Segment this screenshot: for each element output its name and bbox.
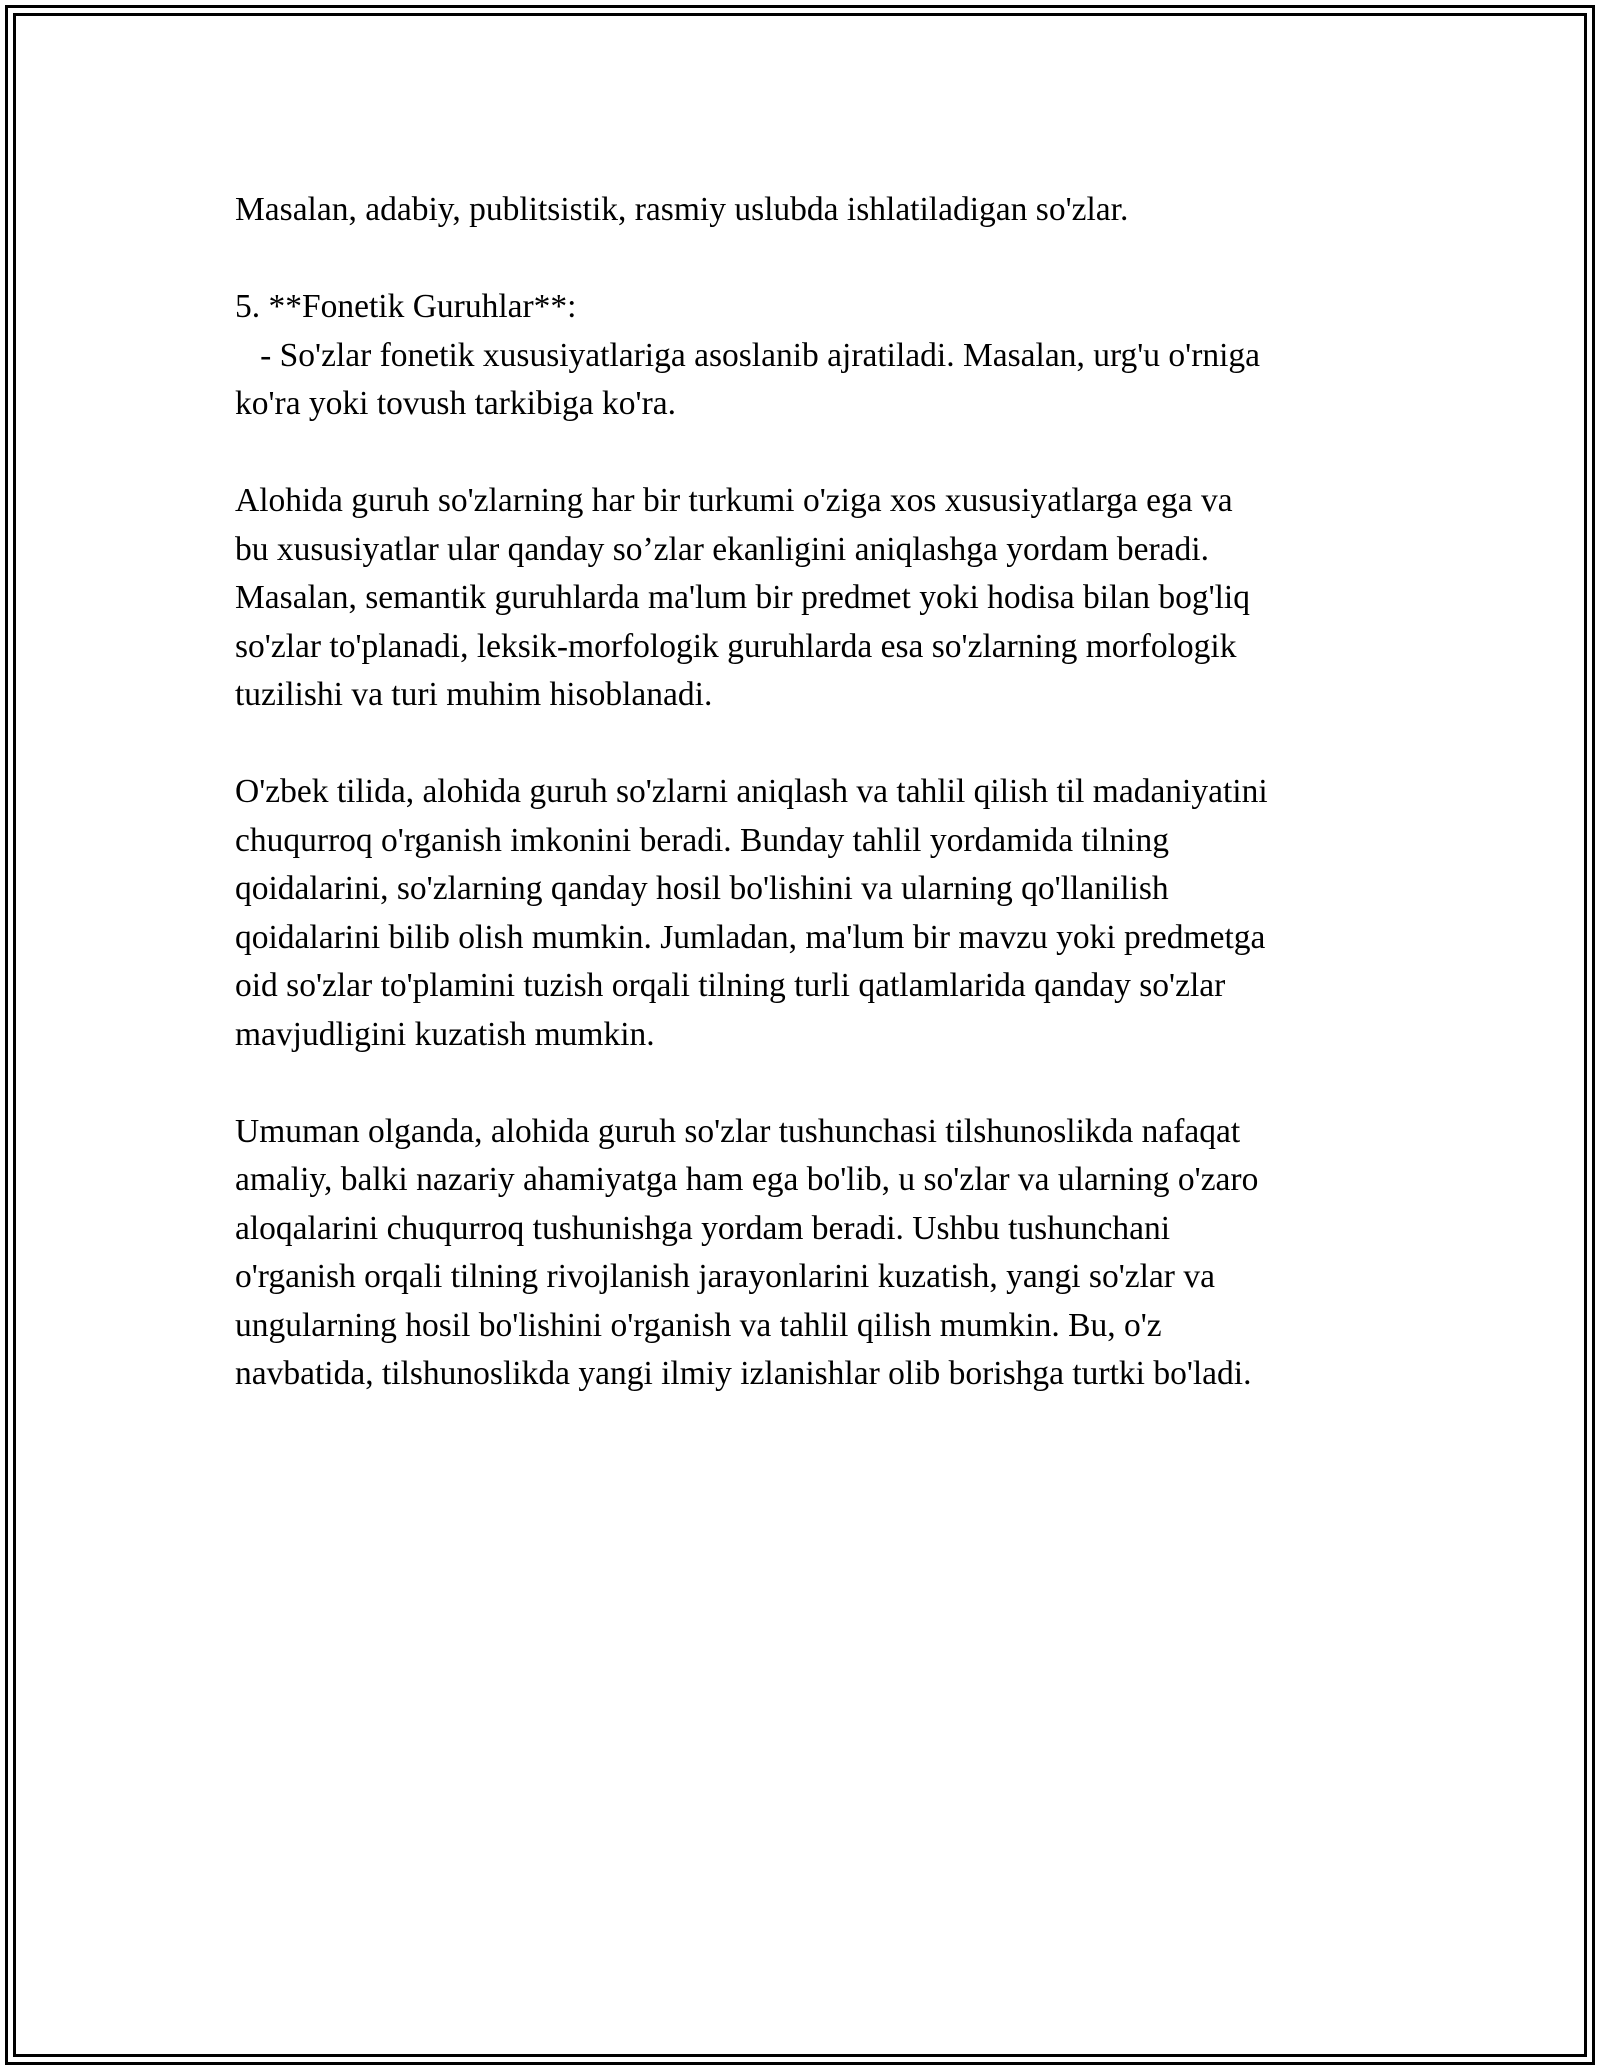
paragraph-example-styles (235, 186, 1380, 235)
paragraph-alohida-guruh (235, 477, 1380, 720)
text-line: bu xususiyatlar ular qanday so’zlar ekanligini aniqlashga yordam beradi. (235, 530, 1209, 568)
text-line: tuzilishi va turi muhim hisoblanadi. (235, 676, 713, 713)
list-heading: 5. **Fonetik Guruhlar**: (235, 288, 577, 325)
text-line: Umuman olganda, alohida guruh so'zlar tushunchasi tilshunoslikda nafaqat (235, 1112, 1241, 1150)
text-line: chuqurroq o'rganish imkonini beradi. Bunday tahlil yordamida tilning (235, 821, 1169, 859)
text-line: - So'zlar fonetik xususiyatlariga asoslanib ajratiladi. Masalan, urg'u o'rniga (235, 336, 1261, 374)
text-line: navbatida, tilshunoslikda yangi ilmiy izlanishlar olib borishga turtki bo'ladi. (235, 1355, 1252, 1392)
text-line: o'rganish orqali tilning rivojlanish jarayonlarini kuzatish, yangi so'zlar va (235, 1258, 1215, 1295)
text-line: so'zlar to'planadi, leksik-morfologik guruhlarda esa so'zlarning morfologik (235, 627, 1237, 665)
paragraph-ozbek-tilida (235, 768, 1380, 1059)
paragraph-umuman-olganda (235, 1108, 1380, 1399)
text-line: ungularning hosil bo'lishini o'rganish va tahlil qilish mumkin. Bu, o'z (235, 1306, 1162, 1344)
text-line: amaliy, balki nazariy ahamiyatga ham ega bo'lib, u so'zlar va ularning o'zaro (235, 1161, 1259, 1198)
text-line: Masalan, adabiy, publitsistik, rasmiy uslubda ishlatiladigan so'zlar. (235, 191, 1129, 228)
document-body (235, 186, 1380, 1447)
text-line: ko'ra yoki tovush tarkibiga ko'ra. (235, 385, 676, 422)
text-line: qoidalarini bilib olish mumkin. Jumladan, ma'lum bir mavzu yoki predmetga (235, 918, 1266, 956)
text-line: aloqalarini chuqurroq tushunishga yordam beradi. Ushbu tushunchani (235, 1209, 1171, 1247)
text-line: mavjudligini kuzatish mumkin. (235, 1015, 655, 1053)
text-line: Alohida guruh so'zlarning har bir turkumi o'ziga xos xususiyatlarga ega va (235, 482, 1233, 519)
text-line: qoidalarini, so'zlarning qanday hosil bo'lishini va ularning qo'llanilish (235, 870, 1169, 907)
text-line: O'zbek tilida, alohida guruh so'zlarni aniqlash va tahlil qilish til madaniyatini (235, 773, 1268, 810)
text-line: oid so'zlar to'plamini tuzish orqali tilning turli qatlamlarida qanday so'zlar (235, 967, 1226, 1004)
text-line: Masalan, semantik guruhlarda ma'lum bir predmet yoki hodisa bilan bog'liq (235, 579, 1250, 616)
paragraph-fonetik-guruhlar (235, 283, 1380, 429)
